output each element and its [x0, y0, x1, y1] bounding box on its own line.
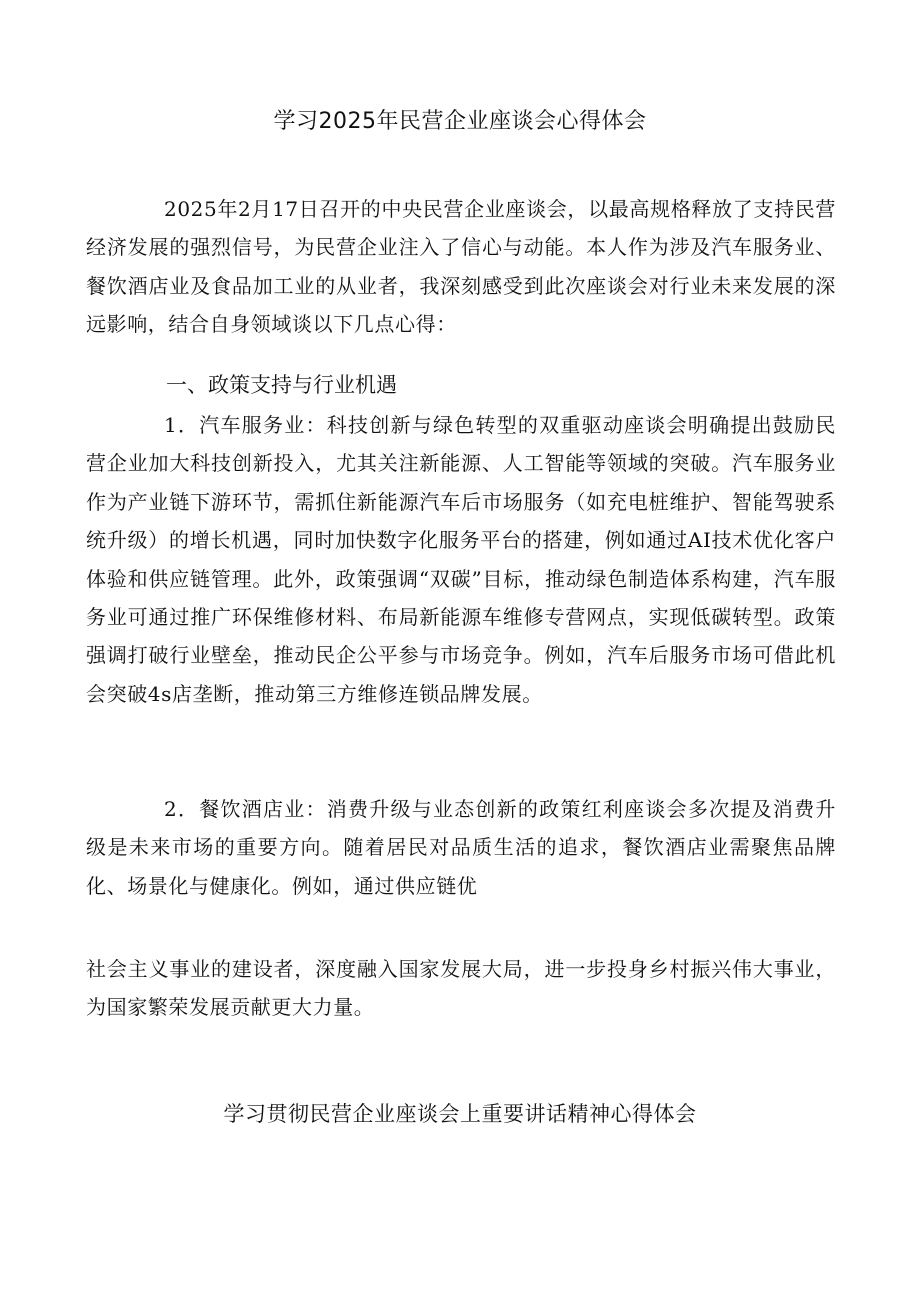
intro-paragraph: 2025年2月17日召开的中央民营企业座谈会，以最高规格释放了支持民营经济发展的强烈信号，为民营企业注入了信心与动能。本人作为涉及汽车服务业、餐饮酒店业及食品加工业的从业者，我深刻感受到此次座谈会对行业未来发展的深远影响，结合自身领域谈以下几点心得： — [86, 197, 836, 337]
closing-paragraph: 社会主义事业的建设者，深度融入国家发展大局，进一步投身乡村振兴伟大事业，为国家繁荣发展贡献更大力量。 — [86, 957, 836, 1020]
section-heading-policy-support: 一、政策支持与行业机遇 — [166, 373, 397, 397]
document-title: 学习2025年民营企业座谈会心得体会 — [273, 109, 647, 134]
second-document-title: 学习贯彻民营企业座谈会上重要讲话精神心得体会 — [223, 1102, 697, 1126]
paragraph-auto-service: 1．汽车服务业：科技创新与绿色转型的双重驱动座谈会明确提出鼓励民营企业加大科技创新投入，尤其关注新能源、人工智能等领域的突破。汽车服务业作为产业链下游环节，需抓住新能源汽车后市场服务（如充电桩维护、智能驾驶系统升级）的增长机遇，同时加快数字化服务平台的搭建，例如通过AI技术优化客户体验和供应链管理。此外，政策强调“双碳”目标，推动绿色制造体系构建，汽车服务业可通过推广环保维修材料、布局新能源车维修专营网点，实现低碳转型。政策强调打破行业壁垒，推动民企公平参与市场竞争。例如，汽车后服务市场可借此机会突破4s店垄断，推动第三方维修连锁品牌发展。 — [86, 413, 836, 706]
paragraph-catering-hotel: 2．餐饮酒店业：消费升级与业态创新的政策红利座谈会多次提及消费升级是未来市场的重要方向。随着居民对品质生活的追求，餐饮酒店业需聚焦品牌化、场景化与健康化。例如，通过供应链优 — [86, 797, 836, 898]
